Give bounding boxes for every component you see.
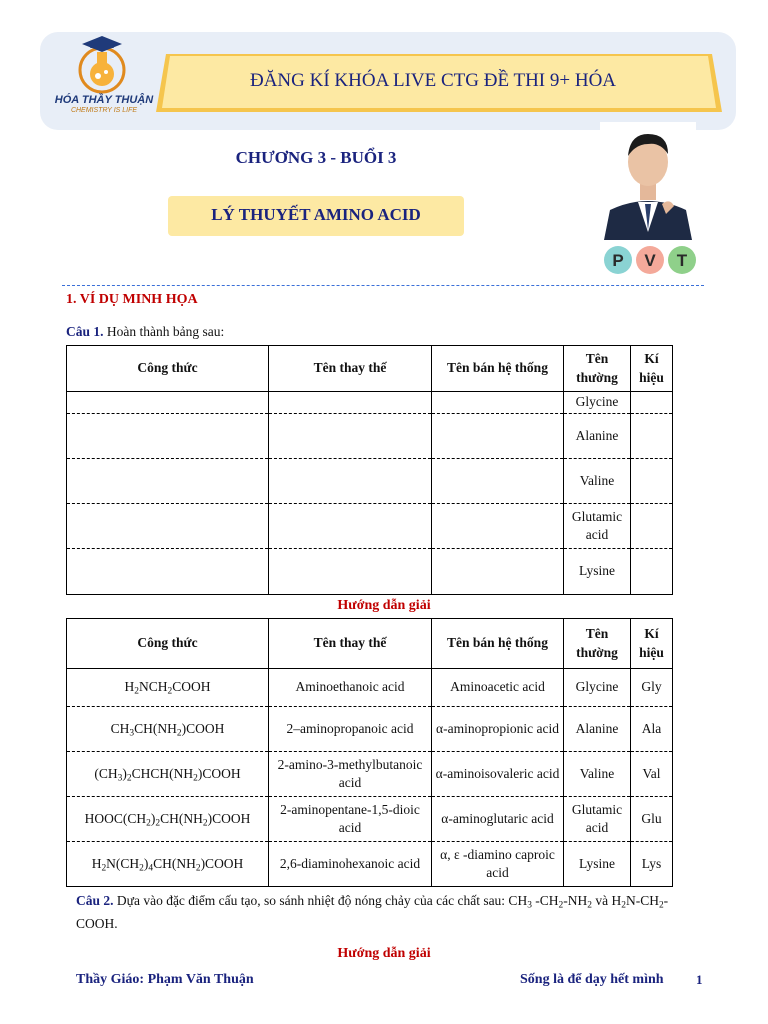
blank-cell[interactable] [631, 459, 673, 504]
blank-cell[interactable] [67, 459, 269, 504]
question-1-text: Hoàn thành bảng sau: [103, 324, 225, 339]
question-2 [76, 890, 706, 936]
answer-table [66, 618, 673, 887]
formula-cell: $H_2N(CH_2)_4CH(NH_2)COOH$ [67, 842, 269, 887]
guide-label-1: Hướng dẫn giải [337, 598, 431, 613]
blank-cell[interactable] [269, 414, 432, 459]
col-substitutive: Tên thay thế [269, 619, 432, 669]
formula-cell: $(CH_3)_2CHCH(NH_2)COOH$ [67, 752, 269, 797]
pvt-letter-t: T [676, 251, 688, 270]
common-name-cell: Glutamic acid [564, 797, 631, 842]
question-1 [66, 324, 224, 340]
blank-cell[interactable] [269, 504, 432, 549]
blank-cell[interactable] [432, 414, 564, 459]
blank-table [66, 345, 673, 595]
topic-title: LÝ THUYẾT AMINO ACID [211, 205, 421, 224]
teacher-photo [600, 122, 696, 240]
common-name-cell: Lysine [564, 549, 631, 595]
blank-cell[interactable] [432, 459, 564, 504]
guide-label-2: Hướng dẫn giải [337, 946, 431, 961]
logo-subtitle: CHEMISTRY IS LIFE [70, 107, 138, 114]
answer-table-header [67, 619, 673, 669]
semi-systematic-name-cell: α-aminopropionic acid [432, 707, 564, 752]
blank-cell[interactable] [269, 392, 432, 414]
section-title: 1. VÍ DỤ MINH HỌA [66, 292, 198, 307]
table-row [67, 797, 673, 842]
blank-cell[interactable] [67, 504, 269, 549]
table-row [67, 504, 673, 549]
symbol-cell: Lys [631, 842, 673, 887]
logo-title: HÓA THẦY THUẬN [54, 94, 154, 106]
footer-teacher: Thầy Giáo: Phạm Văn Thuận [76, 972, 254, 987]
col-common: Tên thường [564, 346, 631, 392]
question-2-label: Câu 2. [76, 893, 114, 908]
common-name-cell: Glycine [564, 669, 631, 707]
common-name-cell: Lysine [564, 842, 631, 887]
semi-systematic-name-cell: α-aminoisovaleric acid [432, 752, 564, 797]
substitutive-name-cell: Aminoethanoic acid [269, 669, 432, 707]
col-formula: Công thức [67, 346, 269, 392]
common-name-cell: Valine [564, 459, 631, 504]
symbol-cell: Gly [631, 669, 673, 707]
blank-cell[interactable] [631, 392, 673, 414]
blank-cell[interactable] [432, 549, 564, 595]
common-name-cell: Glycine [564, 392, 631, 414]
semi-systematic-name-cell: α-aminoglutaric acid [432, 797, 564, 842]
blank-cell[interactable] [67, 414, 269, 459]
col-symbol: Kí hiệu [631, 619, 673, 669]
symbol-cell: Val [631, 752, 673, 797]
banner-title: ĐĂNG KÍ KHÓA LIVE CTG ĐỀ THI 9+ HÓA [249, 70, 617, 91]
blank-cell[interactable] [432, 392, 564, 414]
blank-cell[interactable] [432, 504, 564, 549]
common-name-cell: Alanine [564, 707, 631, 752]
symbol-cell: Glu [631, 797, 673, 842]
table-row [67, 752, 673, 797]
substitutive-name-cell: 2,6-diaminohexanoic acid [269, 842, 432, 887]
chapter-title: CHƯƠNG 3 - BUỔI 3 [235, 148, 397, 167]
footer-slogan: Sống là để dạy hết mình [520, 972, 664, 987]
col-semi-systematic: Tên bán hệ thống [432, 346, 564, 392]
common-name-cell: Alanine [564, 414, 631, 459]
blank-cell[interactable] [67, 392, 269, 414]
answer-body [67, 669, 673, 887]
blank-cell[interactable] [269, 459, 432, 504]
col-common: Tên thường [564, 619, 631, 669]
substitutive-name-cell: 2-aminopentane-1,5-dioic acid [269, 797, 432, 842]
col-substitutive: Tên thay thế [269, 346, 432, 392]
substitutive-name-cell: 2-amino-3-methylbutanoic acid [269, 752, 432, 797]
table-row [67, 459, 673, 504]
blank-cell[interactable] [67, 549, 269, 595]
blank-cell[interactable] [631, 549, 673, 595]
col-semi-systematic: Tên bán hệ thống [432, 619, 564, 669]
table-row [67, 669, 673, 707]
section-divider [62, 285, 704, 286]
question-1-label: Câu 1. [66, 324, 104, 339]
page-number: 1 [696, 972, 703, 987]
question-2-text: Dựa vào đặc điểm cấu tạo, so sánh nhiệt độ nóng chảy của các chất sau: $CH_3$ $-CH_2-NH_2$ và $H_2N-CH_2$-COOH. [76, 893, 669, 931]
table-row [67, 549, 673, 595]
pvt-letter-p: P [612, 251, 624, 270]
table-row [67, 842, 673, 887]
pvt-badge [602, 240, 698, 280]
blank-cell[interactable] [631, 504, 673, 549]
table-row [67, 392, 673, 414]
common-name-cell: Valine [564, 752, 631, 797]
formula-cell: $CH_3CH(NH_2)COOH$ [67, 707, 269, 752]
table-row [67, 414, 673, 459]
pvt-letter-v: V [644, 251, 656, 270]
blank-cell[interactable] [631, 414, 673, 459]
semi-systematic-name-cell: Aminoacetic acid [432, 669, 564, 707]
formula-cell: $H_2NCH_2COOH$ [67, 669, 269, 707]
symbol-cell: Ala [631, 707, 673, 752]
blank-table-header [67, 346, 673, 392]
table-row [67, 707, 673, 752]
semi-systematic-name-cell: α, ε -diamino caproic acid [432, 842, 564, 887]
formula-cell: $HOOC(CH_2)_2CH(NH_2)COOH$ [67, 797, 269, 842]
substitutive-name-cell: 2–aminopropanoic acid [269, 707, 432, 752]
common-name-cell: Glutamic acid [564, 504, 631, 549]
col-formula: Công thức [67, 619, 269, 669]
col-symbol: Kí hiệu [631, 346, 673, 392]
blank-cell[interactable] [269, 549, 432, 595]
